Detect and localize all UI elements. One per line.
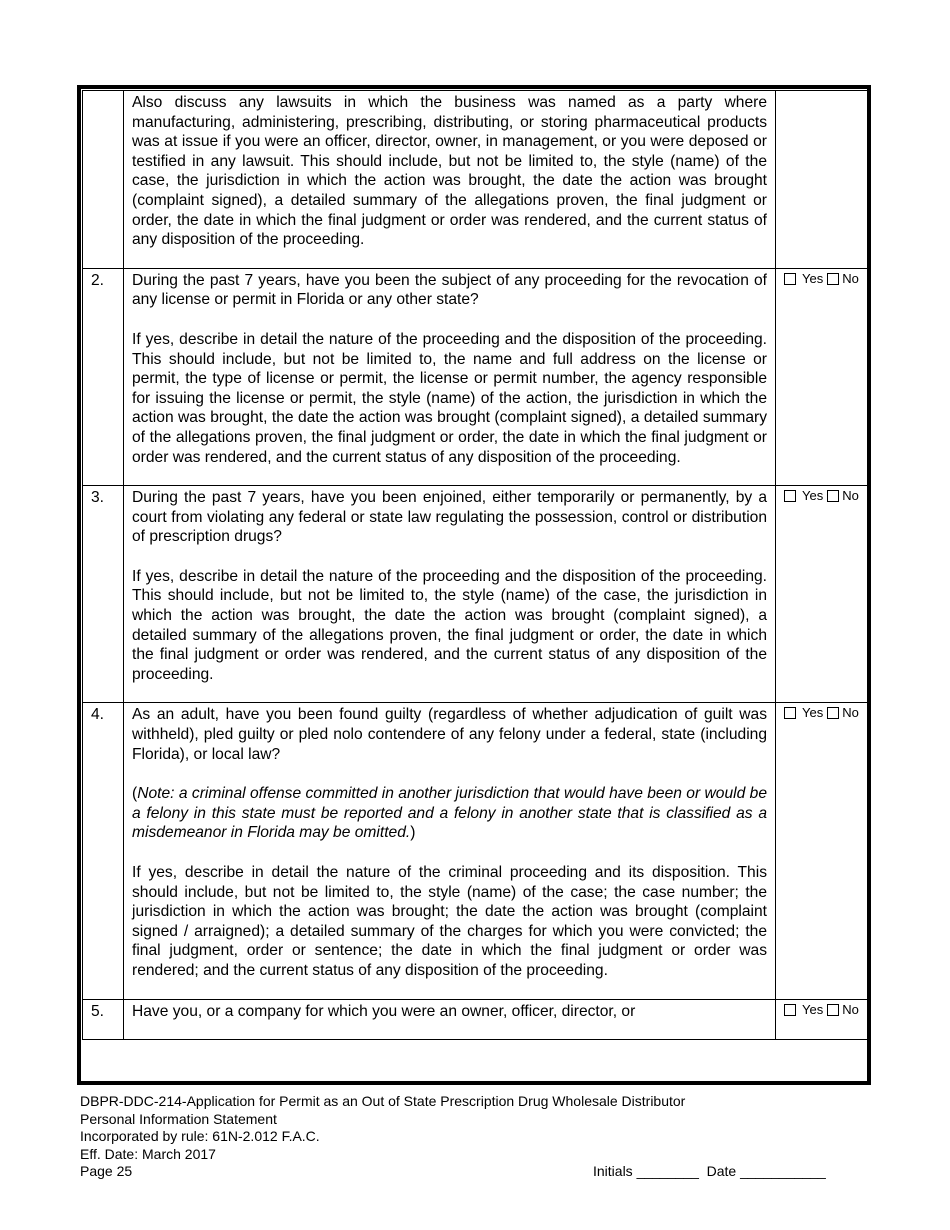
row-number: 3. bbox=[83, 486, 124, 703]
yes-no-choice bbox=[784, 1002, 859, 1018]
question-text bbox=[124, 999, 776, 1040]
note-paragraph bbox=[132, 784, 767, 843]
yes-label: Yes bbox=[802, 1001, 824, 1017]
answer-cell bbox=[776, 91, 872, 269]
row-number: 4. bbox=[83, 703, 124, 999]
note-label: Note: bbox=[137, 785, 175, 803]
row-number: 2. bbox=[83, 268, 124, 485]
table-row bbox=[83, 486, 872, 703]
no-checkbox[interactable] bbox=[827, 707, 839, 719]
yes-label: Yes bbox=[802, 270, 824, 286]
table-row bbox=[83, 268, 872, 485]
question-paragraph: During the past 7 years, have you been enjoined, either temporarily or permanently, by a court from violating any federal or state law regulating the possession, control or distribution of prescription drugs? bbox=[132, 489, 767, 546]
question-paragraph: If yes, describe in detail the nature of the proceeding and the disposition of the proceeding. This should include, but not be limited to, the style (name) of the case, the jurisdiction in which the action was brought, the date the action was brought (complaint signed), a detailed summary of the allegations proven, the final judgment or order, the date in which the final judgment or order was rendered, and the current status of any disposition of the proceeding. bbox=[132, 567, 767, 683]
yes-no-choice bbox=[784, 271, 859, 287]
no-label: No bbox=[842, 1001, 859, 1017]
answer-cell bbox=[776, 486, 872, 703]
yes-checkbox[interactable] bbox=[784, 707, 796, 719]
question-text bbox=[124, 486, 776, 703]
question-text bbox=[124, 268, 776, 485]
question-paragraph: Also discuss any lawsuits in which the business was named as a party where manufacturing, administering, prescribing, distributing, or storing pharmaceutical products was at issue if you were an officer, director, owner, in management, or you were deposed or testified in any lawsuit. This should include, but not be limited to, the style (name) of the case, the jurisdiction in which the action was brought, the date the action was brought (complaint signed), a detailed summary of the allegations proven, the final judgment or order, the date in which the final judgment or order was rendered, and the current status of any disposition of the proceeding. bbox=[132, 94, 767, 249]
question-paragraph: As an adult, have you been found guilty (regardless of whether adjudication of guilt was withheld), pled guilty or pled nolo contendere of any felony under a federal, state (including Florida), or local law? bbox=[132, 706, 767, 763]
no-checkbox[interactable] bbox=[827, 1004, 839, 1016]
table-row bbox=[83, 999, 872, 1040]
no-label: No bbox=[842, 705, 859, 721]
answer-cell bbox=[776, 999, 872, 1040]
answer-cell bbox=[776, 268, 872, 485]
question-paragraph: If yes, describe in detail the nature of the proceeding and the disposition of the proceeding. This should include, but not be limited to, the name and full address on the license or permit, the type of license or permit, the license or permit number, the agency responsible for issuing the license or permit, the style (name) of the action, the jurisdiction in which the action was brought, the date the action was brought (complaint signed), a detailed summary of the allegations proven, the final judgment or order, the date in which the final judgment or order was rendered, and the current status of any disposition of the proceeding. bbox=[132, 330, 767, 466]
row-number bbox=[83, 91, 124, 269]
table-row bbox=[83, 91, 872, 269]
question-paragraph: If yes, describe in detail the nature of the criminal proceeding and its disposition. This should include, but not be limited to, the style (name) of the case; the case number; the jurisdiction in which the action was brought; the date the action was brought (complaint signed / arraigned); a detailed summary of the charges for which you were convicted; the final judgment, order or sentence; the date in which the final judgment or order was rendered; and the current status of any disposition of the proceeding. bbox=[132, 864, 767, 979]
note-open-paren: ( bbox=[132, 785, 138, 803]
answer-cell bbox=[776, 703, 872, 999]
no-label: No bbox=[842, 270, 859, 286]
note-text: a criminal offense committed in another jurisdiction that would have been or would be a felony in this state must be reported and a felony in another state that is classified as a misdemeanor in Florida may be omitted. bbox=[132, 785, 767, 842]
footer-form-title: DBPR-DDC-214-Application for Permit as an Out of State Prescription Drug Wholesale Distributor bbox=[80, 1093, 686, 1109]
yes-label: Yes bbox=[802, 488, 824, 504]
footer-rule: Incorporated by rule: 61N-2.012 F.A.C. bbox=[80, 1128, 320, 1144]
form-table-frame bbox=[77, 85, 871, 1085]
no-checkbox[interactable] bbox=[827, 490, 839, 502]
yes-label: Yes bbox=[802, 705, 824, 721]
question-text bbox=[124, 703, 776, 999]
yes-checkbox[interactable] bbox=[784, 1004, 796, 1016]
yes-checkbox[interactable] bbox=[784, 490, 796, 502]
footer-effective-date: Eff. Date: March 2017 bbox=[80, 1145, 216, 1162]
question-table bbox=[82, 90, 871, 1040]
yes-no-choice bbox=[784, 488, 859, 504]
table-row bbox=[83, 703, 872, 999]
footer-page-number: Page 25 bbox=[80, 1163, 133, 1179]
no-label: No bbox=[842, 488, 859, 504]
question-paragraph: During the past 7 years, have you been the subject of any proceeding for the revocation of any license or permit in Florida or any other state? bbox=[132, 271, 767, 309]
note-close-paren: ) bbox=[410, 824, 416, 842]
row-number: 5. bbox=[83, 999, 124, 1040]
yes-checkbox[interactable] bbox=[784, 273, 796, 285]
initials-date-fields[interactable]: Initials ________ Date ___________ bbox=[593, 1163, 826, 1179]
question-text bbox=[124, 91, 776, 269]
no-checkbox[interactable] bbox=[827, 273, 839, 285]
footer-subtitle: Personal Information Statement bbox=[80, 1110, 277, 1127]
question-paragraph: Have you, or a company for which you were an owner, officer, director, or bbox=[132, 1002, 636, 1020]
yes-no-choice bbox=[784, 705, 859, 721]
